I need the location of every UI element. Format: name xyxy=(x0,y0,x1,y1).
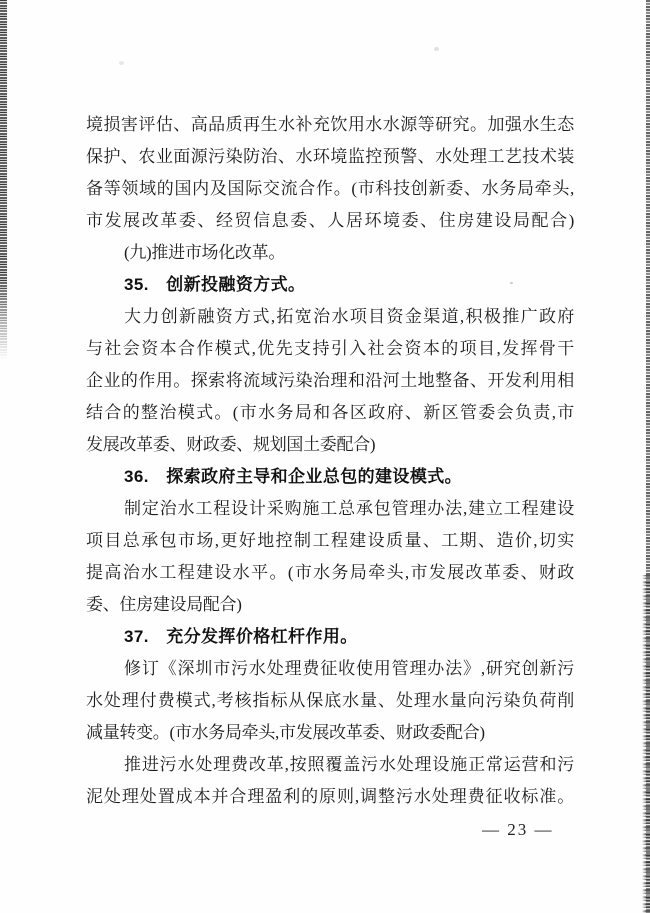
item-heading-35: 35. 创新投融资方式。 xyxy=(124,275,306,294)
page-number: — 23 — xyxy=(482,820,554,839)
body-line: 发展改革委、财政委、规划国土委配合) xyxy=(86,435,376,454)
body-line: 制定治水工程设计采购施工总承包管理办法,建立工程建设 xyxy=(124,499,574,518)
item-heading-37: 37. 充分发挥价格杠杆作用。 xyxy=(124,627,358,646)
subsection-heading: (九)推进市场化改革。 xyxy=(124,243,286,262)
body-line: 结合的整治模式。(市水务局和各区政府、新区管委会负责,市 xyxy=(86,403,574,422)
item-heading-36: 36. 探索政府主导和企业总包的建设模式。 xyxy=(124,467,463,486)
body-line: 减量转变。(市水务局牵头,市发展改革委、财政委配合) xyxy=(86,723,485,742)
scan-artifact-right-edge-lower xyxy=(642,575,650,913)
scan-artifact-right-edge xyxy=(646,0,650,913)
body-line: 大力创新融资方式,拓宽治水项目资金渠道,积极推广政府 xyxy=(124,307,574,326)
scan-artifact-left-edge xyxy=(0,0,7,360)
body-text xyxy=(86,109,574,813)
body-line: 保护、农业面源污染防治、水环境监控预警、水处理工艺技术装 xyxy=(86,147,574,166)
body-line: 提高治水工程建设水平。(市水务局牵头,市发展改革委、财政 xyxy=(86,563,574,582)
body-line: 企业的作用。探索将流域污染治理和沿河土地整备、开发利用相 xyxy=(86,371,574,390)
body-line: 委、住房建设局配合) xyxy=(86,595,242,614)
body-line: 水处理付费模式,考核指标从保底水量、处理水量向污染负荷削 xyxy=(86,691,574,710)
body-line: 境损害评估、高品质再生水补充饮用水水源等研究。加强水生态 xyxy=(86,115,574,134)
body-line: 泥处理处置成本并合理盈利的原则,调整污水处理费征收标准。 xyxy=(86,787,574,806)
body-line: 项目总承包市场,更好地控制工程建设质量、工期、造价,切实 xyxy=(86,531,574,550)
body-line: 备等领域的国内及国际交流合作。(市科技创新委、水务局牵头, xyxy=(86,179,574,198)
body-line: 修订《深圳市污水处理费征收使用管理办法》,研究创新污 xyxy=(124,659,574,678)
body-line: 市发展改革委、经贸信息委、人居环境委、住房建设局配合) xyxy=(86,211,574,230)
body-line: 推进污水处理费改革,按照覆盖污水处理设施正常运营和污 xyxy=(124,755,574,774)
body-line: 与社会资本合作模式,优先支持引入社会资本的项目,发挥骨干 xyxy=(86,339,574,358)
